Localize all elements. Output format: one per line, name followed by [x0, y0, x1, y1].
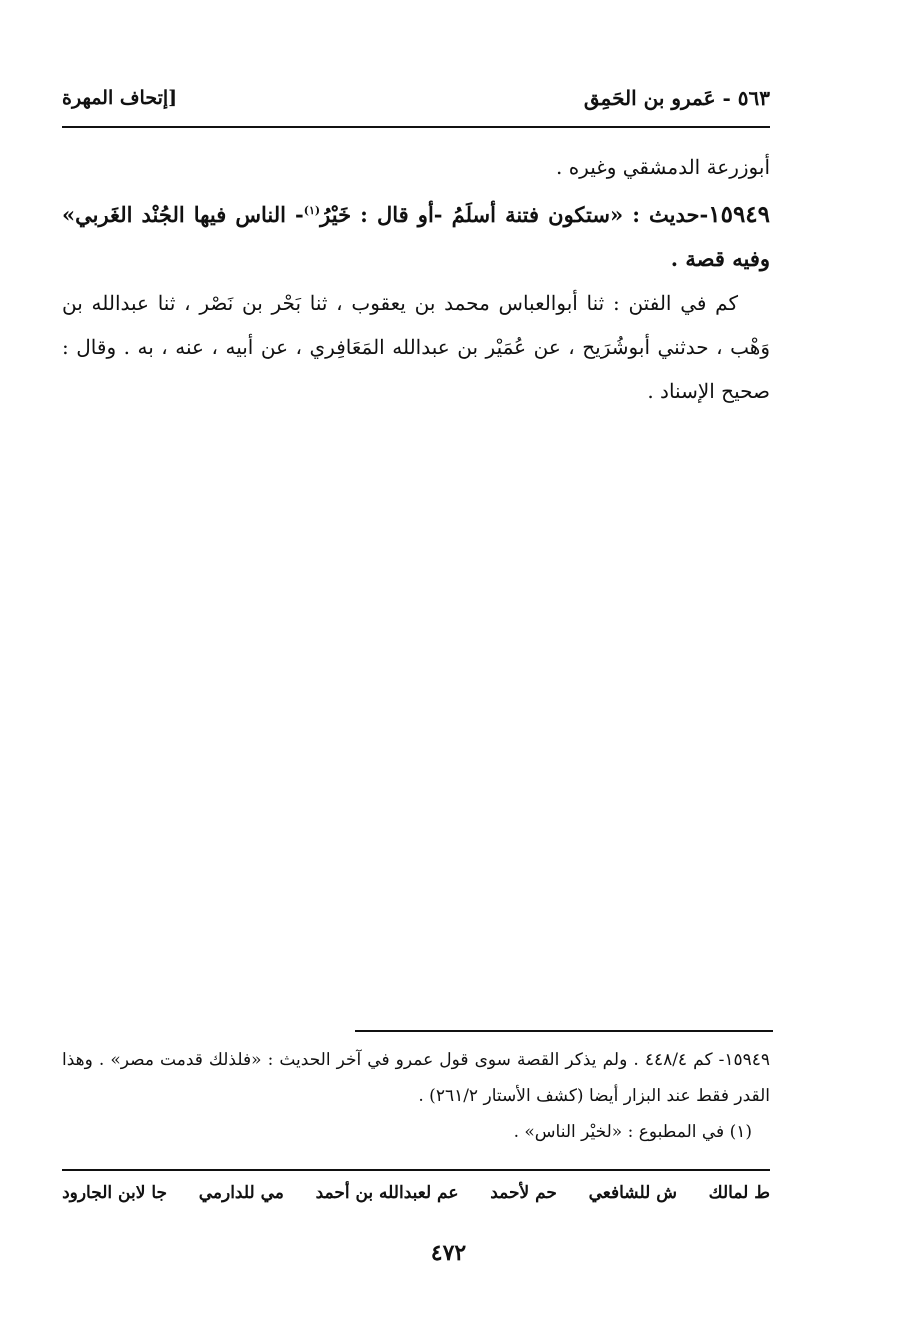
legend-item: جا لابن الجارود — [62, 1183, 168, 1203]
footnote-marker: (١) — [303, 204, 321, 217]
previous-entry-tail: أبوزرعة الدمشقي وغيره . — [555, 155, 770, 179]
hadith-entry — [62, 189, 770, 281]
legend-item: حم لأحمد — [490, 1183, 557, 1203]
source-paragraph: كم في الفتن : ثنا أبوالعباس محمد بن يعقوب ، ثنا بَحْر بن نَصْر ، ثنا عبدالله بن وَهْب ، حدثني أبوشُرَيح ، عن عُمَيْر بن عبدالله المَعَافِري ، عن أبيه ، عنه ، به . وقال : صحيح الإسناد . — [62, 291, 770, 403]
main-text — [62, 145, 770, 413]
header-divider — [62, 126, 770, 128]
hadith-text-part-2: - الناس فيها الجُنْد الغَربي» وفيه قصة . — [62, 202, 770, 271]
footnote-main: ١٥٩٤٩- كم ٤٤٨/٤ . ولم يذكر القصة سوى قول عمرو في آخر الحديث : «فلذلك قدمت مصر» . وهذا القدر فقط عند البزار أيضا (كشف الأستار ٢٦١/٢) . — [62, 1050, 770, 1106]
legend-divider — [62, 1169, 770, 1171]
page-number: ٤٧٢ — [430, 1240, 467, 1266]
footnotes — [62, 1042, 770, 1150]
footnote-1: (١) في المطبوع : «لخيْر الناس» . — [513, 1122, 752, 1142]
running-header — [62, 78, 770, 118]
legend-item: ش للشافعي — [588, 1183, 677, 1203]
entry-title: ٥٦٣ - عَمرو بن الحَمِق — [583, 86, 770, 110]
hadith-text-part-1: «ستكون فتنة أسلَمُ -أو قال : خَيْرُ — [320, 202, 624, 227]
book-title: [إتحاف المهرة — [62, 87, 178, 109]
legend-item: مي للدارمي — [198, 1183, 284, 1203]
legend-item: ط لمالك — [708, 1183, 770, 1203]
footnote-divider — [355, 1030, 773, 1032]
abbreviation-legend — [62, 1183, 770, 1215]
legend-item: عم لعبدالله بن أحمد — [315, 1183, 459, 1203]
hadith-label: -حديث : — [632, 202, 709, 227]
hadith-number: ١٥٩٤٩ — [708, 201, 771, 228]
